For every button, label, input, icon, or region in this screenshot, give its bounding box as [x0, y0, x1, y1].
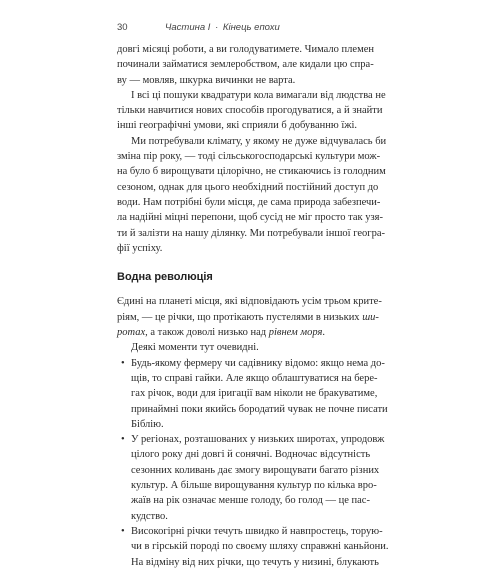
text-run: , а також доволі низько над [145, 327, 269, 339]
list-item [117, 524, 389, 570]
part-label: Частина I [165, 21, 211, 33]
text-line: іншi географічні умови, які сприяли б добуванню їжі. [117, 120, 358, 132]
bullet-list [117, 356, 389, 570]
list-item [117, 356, 388, 432]
text-line: Єдині на планеті місця, які відповідають усім трьом крите- [117, 296, 382, 308]
paragraph [117, 294, 382, 355]
text-line: ла надійні міцні перепони, щоб сусід не міг просто так узя- [117, 212, 383, 224]
emphasis-text: ши- [362, 311, 379, 323]
text-line: чи в гірській породі по своєму шляху справжні каньйони. [131, 541, 389, 553]
text-line: цілого року дні довгі й сонячні. Водночас відсутність [131, 449, 371, 461]
text-line: починали займатися землеробством, але кидали цю спра- [117, 59, 374, 71]
text-line: Високогірні річки течуть швидко й навпростець, торую- [131, 525, 383, 537]
text-line [117, 310, 382, 325]
text-line: жаїв на рік означає менше голоду, бо голод — це пас- [131, 495, 370, 507]
list-item [117, 432, 385, 524]
text-line: фії успіху. [117, 242, 163, 254]
section-heading: Водна революція [117, 271, 213, 284]
emphasis-text: рівнем моря [268, 327, 323, 339]
text-line: Деякі моменти тут очевидні. [131, 342, 259, 354]
text-line: довгі місяці роботи, а ви голодуватимете. Чимало племен [117, 44, 374, 55]
paragraph [117, 42, 382, 88]
text-line: сезонних коливань дає змогу вирощувати багато різних [131, 464, 380, 476]
text-run: ріям, — це річки, що протікають пустелями в низьких [117, 311, 363, 323]
chapter-label: Кінець епохи [222, 21, 280, 33]
header-separator: · [215, 21, 219, 33]
text-line: щів, то справі гайки. Але якщо облаштуватися на бере- [131, 372, 378, 384]
text-line: І всі ці пошуки квадратури кола вимагали від людства не [131, 89, 386, 101]
text-line: Ми потребували клімату, у якому не дуже відчувалась би [131, 135, 387, 147]
text-line [117, 325, 382, 340]
bullet-marker: • [121, 357, 125, 369]
text-line: культур. А більше вирощування культур по кілька вро- [131, 480, 377, 492]
text-line: води. Нам потрібні були місця, де сама природа забезпечи- [117, 196, 381, 208]
page-body [117, 42, 389, 570]
text-line: ти й залізти на нашу ділянку. Ми потребували іншої геогра- [117, 227, 386, 239]
running-header [117, 20, 377, 34]
text-line: Біблію. [131, 418, 164, 430]
text-line: принаймні поки якийсь бородатий чувак не почне писати [131, 403, 388, 415]
page-number: 30 [117, 21, 128, 33]
text-line: зміна пір року, — тоді сільськогосподарські культури мож- [117, 151, 381, 163]
text-line: на було б вирощувати цілорічно, не стикаючись із голодним [117, 166, 386, 178]
text-line: кудство. [131, 510, 168, 522]
text-line: У регіонах, розташованих у низьких широтах, упродовж [131, 434, 385, 446]
bullet-marker: • [121, 434, 125, 446]
emphasis-text: ротах [117, 327, 146, 339]
text-line: тільки навчитися нових способів прогодуватися, а й знайти [117, 105, 383, 117]
text-line: ву — мовляв, шкурка вичинки не варта. [117, 74, 296, 86]
text-run: . [322, 327, 325, 339]
bullet-marker: • [121, 525, 125, 537]
text-line: На відміну від них річки, що течуть у низині, блукають [131, 556, 379, 568]
running-title [165, 22, 280, 33]
text-line: гах річок, води для іригації вам ніколи не бракуватиме, [131, 388, 378, 400]
paragraph [117, 88, 386, 134]
text-line: Будь-якому фермеру чи садівнику відомо: якщо нема до- [131, 357, 385, 369]
paragraph [117, 134, 387, 256]
text-line: сезоном, однак для цього необхідний постійний доступ до [117, 181, 379, 193]
